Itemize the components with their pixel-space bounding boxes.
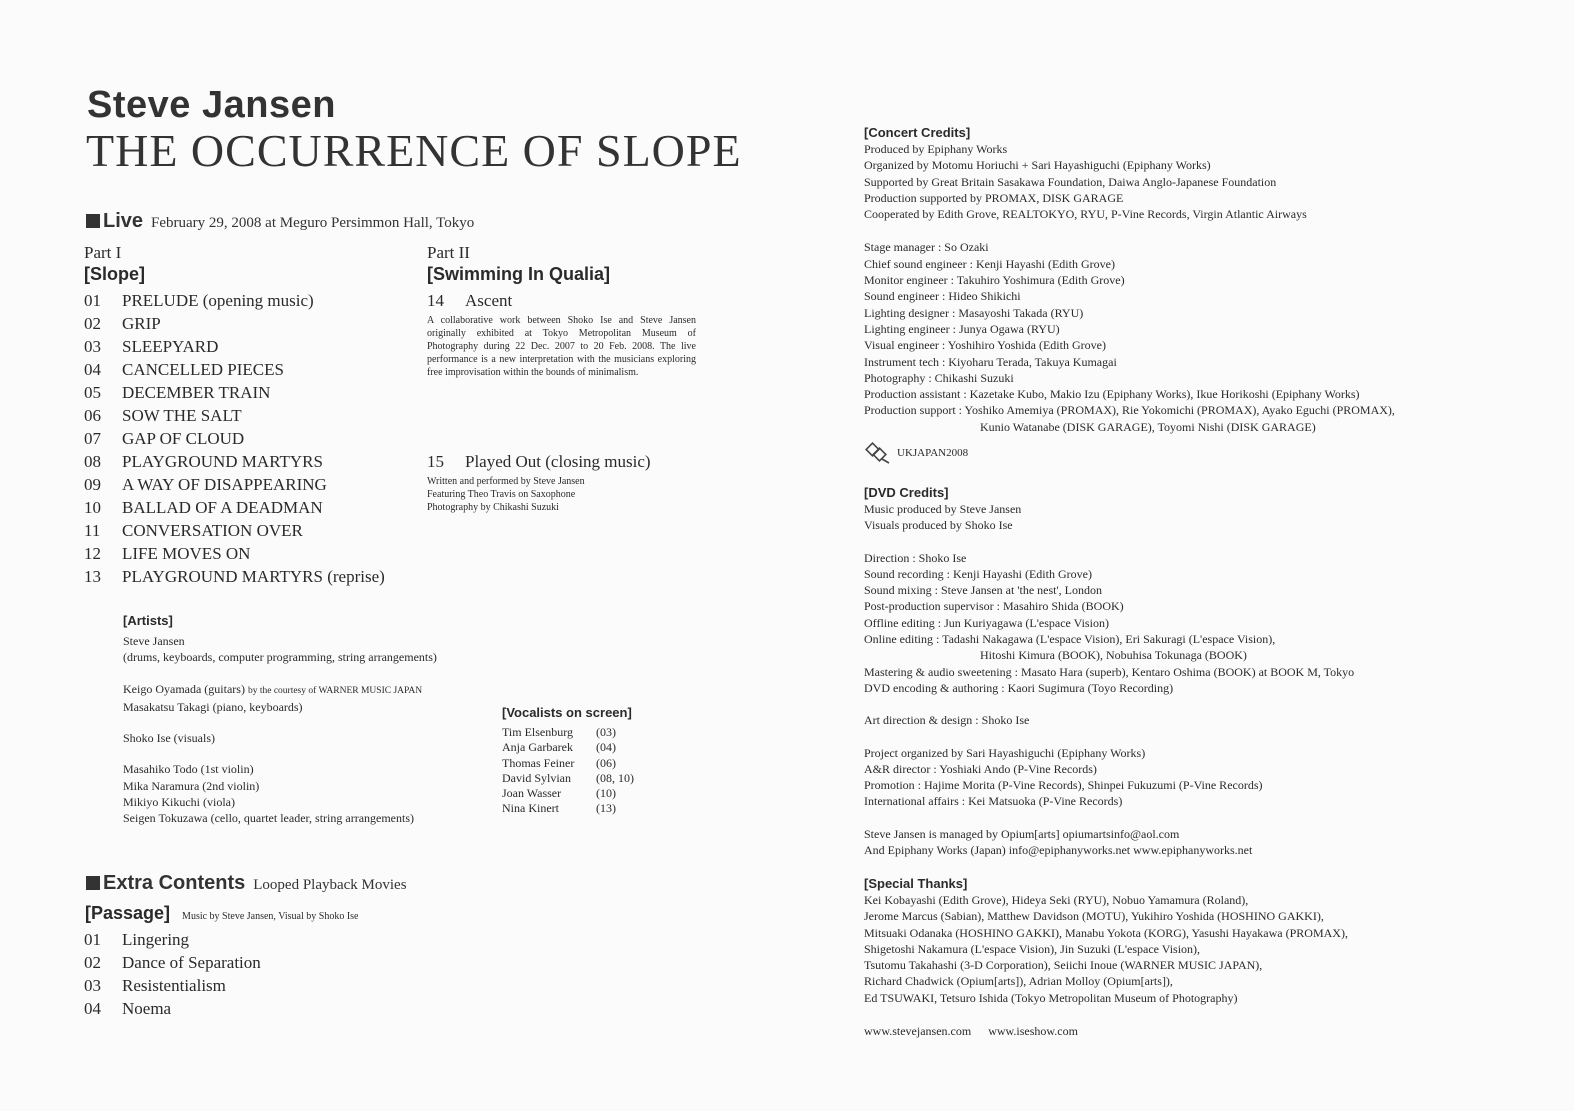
part2-label: Part II [427,243,470,262]
credit-line: Organized by Motomu Horiuchi + Sari Hayashiguchi (Epiphany Works) [864,158,1211,173]
track-item: 02 GRIP [84,314,161,333]
track-item: 11 CONVERSATION OVER [84,521,303,540]
credit-line: Chief sound engineer : Kenji Hayashi (Edith Grove) [864,256,1115,271]
track-item: 08 PLAYGROUND MARTYRS [84,452,323,471]
credit-line: Stage manager : So Ozaki [864,240,989,255]
extra-track-list [84,928,261,1020]
part1-title: [Slope] [84,264,145,284]
table-row: Anja Garbarek (04) [502,740,616,755]
track-item: 05 DECEMBER TRAIN [84,383,271,402]
table-row: Joan Wasser (10) [502,786,616,801]
courtesy-note: by the courtesy of WARNER MUSIC JAPAN [247,685,423,696]
credit-line: Direction : Shoko Ise [864,550,967,565]
live-subtitle: February 29, 2008 at Meguro Persimmon Hall, Tokyo [151,215,475,231]
track-item: 15 Played Out (closing music) [427,452,651,471]
credit-line: Sound mixing : Steve Jansen at 'the nest', London [864,583,1102,598]
artists-heading: [Artists] [123,613,173,628]
track-item: 10 BALLAD OF A DEADMAN [84,498,323,517]
square-bullet-icon [86,214,100,228]
track-item: 01 PRELUDE (opening music) [84,291,314,310]
credit-line: Offline editing : Jun Kuriyagawa (L'espace Vision) [864,615,1109,630]
credit-line: Sound engineer : Hideo Shikichi [864,289,1021,304]
credit-line: Hitoshi Kimura (BOOK), Nobuhisa Tokunaga (BOOK) [980,648,1247,663]
part1-track-list [84,289,385,588]
credit-line: Visuals produced by Shoko Ise [864,518,1013,533]
credit-line: International affairs : Kei Matsuoka (P-Vine Records) [864,794,1123,809]
url-link[interactable]: www.iseshow.com [988,1024,1078,1039]
track14-description: A collaborative work between Shoko Ise and Steve Jansen originally exhibited at Tokyo Metropolitan Museum of Photography during 22 Dec. 2007 to 20 Feb. 2008. The live performance is a new interpretation with the musicians exploring free improvisation within the bounds of minimalism. [427,315,696,378]
credit-line: Cooperated by Edith Grove, REALTOKYO, RYU, P-Vine Records, Virgin Atlantic Airways [864,207,1307,222]
credit-line: Post-production supervisor : Masahiro Shida (BOOK) [864,599,1124,614]
special-thanks [864,876,1564,1039]
credit-line: Instrument tech : Kiyoharu Terada, Takuya Kumagai [864,354,1117,369]
artist-line: Masahiko Todo (1st violin) [123,762,254,777]
credit-line: Produced by Epiphany Works [864,142,1008,156]
credit-line: Mastering & audio sweetening : Masato Hara (superb), Kentaro Oshima (BOOK) at BOOK M, Tokyo [864,664,1355,679]
credit-line: Production supported by PROMAX, DISK GARAGE [864,190,1124,205]
ukjapan-logo [864,441,1564,465]
note-line: Featuring Theo Travis on Saxophone [427,489,576,500]
credit-line: Promotion : Hajime Morita (P-Vine Records), Shinpei Fukuzumi (P-Vine Records) [864,778,1263,793]
dvd-credits-heading: [DVD Credits] [864,485,949,500]
concert-credits [864,125,1564,465]
track-item: 14 Ascent [427,291,513,310]
track-item: 04 Noema [84,999,172,1018]
dvd-credits [864,485,1564,858]
extra-heading [86,872,407,895]
track-item: 04 CANCELLED PIECES [84,360,284,379]
table-row: Thomas Feiner (06) [502,755,616,770]
track-item: 02 Dance of Separation [84,953,261,972]
credit-line: Online editing : Tadashi Nakagawa (L'espace Vision), Eri Sakuragi (L'espace Vision), [864,632,1276,647]
credit-line: And Epiphany Works (Japan) info@epiphanyworks.net www.epiphanyworks.net [864,843,1253,858]
track-item: 01 Lingering [84,930,190,949]
album-title: THE OCCURRENCE OF SLOPE [86,125,742,176]
credit-line: Project organized by Sari Hayashiguchi (Epiphany Works) [864,745,1146,760]
track-item: 03 Resistentialism [84,976,226,995]
live-heading [86,210,474,233]
artist-line: Mikiyo Kikuchi (viola) [123,795,235,810]
vocalists-heading: [Vocalists on screen] [502,705,632,720]
credit-line: A&R director : Yoshiaki Ando (P-Vine Records) [864,761,1097,776]
thanks-line: Tsutomu Takahashi (3-D Corporation), Seiichi Inoue (WARNER MUSIC JAPAN), [864,958,1263,973]
part2-title: [Swimming In Qualia] [427,264,611,284]
square-bullet-icon [86,876,100,890]
thanks-line: Kei Kobayashi (Edith Grove), Hideya Seki (RYU), Nobuo Yamamura (Roland), [864,893,1249,907]
thanks-line: Ed TSUWAKI, Tetsuro Ishida (Tokyo Metropolitan Museum of Photography) [864,990,1238,1005]
vocalists-table [502,725,634,817]
track-item: 06 SOW THE SALT [84,406,242,425]
thanks-line: Jerome Marcus (Sabian), Matthew Davidson (MOTU), Yukihiro Yoshida (HOSHINO GAKKI), [864,909,1324,924]
artist-line: (drums, keyboards, computer programming, string arrangements) [123,650,437,665]
part2-track14 [427,289,512,312]
thanks-line: Shigetoshi Nakamura (L'espace Vision), Jin Suzuki (L'espace Vision), [864,941,1201,956]
track-item: 07 GAP OF CLOUD [84,429,245,448]
extra-heading-label: Extra Contents [103,872,246,894]
ukjapan-logo-icon [864,441,892,465]
track-item: 03 SLEEPYARD [84,337,219,356]
special-thanks-heading: [Special Thanks] [864,876,968,891]
track-item: 12 LIFE MOVES ON [84,544,251,563]
table-row: Tim Elsenburg (03) [502,725,616,739]
artist-line: Shoko Ise (visuals) [123,731,215,746]
artist-line: Seigen Tokuzawa (cello, quartet leader, string arrangements) [123,811,415,826]
artist-name: Steve Jansen [87,84,336,126]
credit-line: Supported by Great Britain Sasakawa Foundation, Daiwa Anglo-Japanese Foundation [864,174,1277,189]
thanks-line: Richard Chadwick (Opium[arts]), Adrian Molloy (Opium[arts]), [864,974,1173,989]
credit-line: Photography : Chikashi Suzuki [864,370,1014,385]
artist-line: Mika Naramura (2nd violin) [123,778,260,793]
credit-line: Steve Jansen is managed by Opium[arts] opiumartsinfo@aol.com [864,826,1180,841]
credit-line: DVD encoding & authoring : Kaori Sugimura (Toyo Recording) [864,680,1174,695]
track-item: 13 PLAYGROUND MARTYRS (reprise) [84,567,385,586]
part1-label: Part I [84,243,122,262]
credit-line: Sound recording : Kenji Hayashi (Edith Grove) [864,566,1092,581]
thanks-line: Mitsuaki Odanaka (HOSHINO GAKKI), Manabu Yokota (KORG), Yasushi Hayakawa (PROMAX), [864,925,1348,940]
credit-line: Monitor engineer : Takuhiro Yoshimura (Edith Grove) [864,273,1125,288]
credit-line: Kunio Watanabe (DISK GARAGE), Toyomi Nishi (DISK GARAGE) [980,419,1316,434]
credit-line: Visual engineer : Yoshihiro Yoshida (Edith Grove) [864,338,1106,353]
artists-list [123,633,437,827]
live-heading-label: Live [103,210,144,232]
credit-line: Art direction & design : Shoko Ise [864,713,1030,728]
extra-subtitle: Looped Playback Movies [253,877,407,893]
credit-line: Music produced by Steve Jansen [864,502,1022,516]
credit-line: Production support : Yoshiko Amemiya (PROMAX), Rie Yokomichi (PROMAX), Ayako Eguchi (PROMAX), [864,403,1395,418]
note-line: Written and performed by Steve Jansen [427,476,585,487]
part2-track15 [427,450,651,473]
credit-line: Production assistant : Kazetake Kubo, Makio Izu (Epiphany Works), Ikue Horikoshi (Epiphany Works) [864,387,1360,402]
artist-line: Steve Jansen [123,634,185,648]
track15-notes [427,475,585,514]
passage-note: Music by Steve Jansen, Visual by Shoko Ise [182,911,359,922]
passage-header [85,903,358,924]
artist-line: Masakatsu Takagi (piano, keyboards) [123,699,303,714]
track-item: 09 A WAY OF DISAPPEARING [84,475,327,494]
passage-title: [Passage] [85,903,171,923]
urls [864,1023,1564,1039]
artist-line: Keigo Oyamada (guitars) by the courtesy of WARNER MUSIC JAPAN [123,681,423,696]
credit-line: Lighting engineer : Junya Ogawa (RYU) [864,321,1060,336]
concert-credits-heading: [Concert Credits] [864,125,971,140]
credit-line: Lighting designer : Masayoshi Takada (RYU) [864,305,1084,320]
table-row: David Sylvian (08, 10) [502,770,634,785]
ukjapan-logo-text: UKJAPAN2008 [897,447,969,460]
url-link[interactable]: www.stevejansen.com [864,1024,972,1039]
table-row: Nina Kinert (13) [502,801,616,816]
note-line: Photography by Chikashi Suzuki [427,502,559,513]
